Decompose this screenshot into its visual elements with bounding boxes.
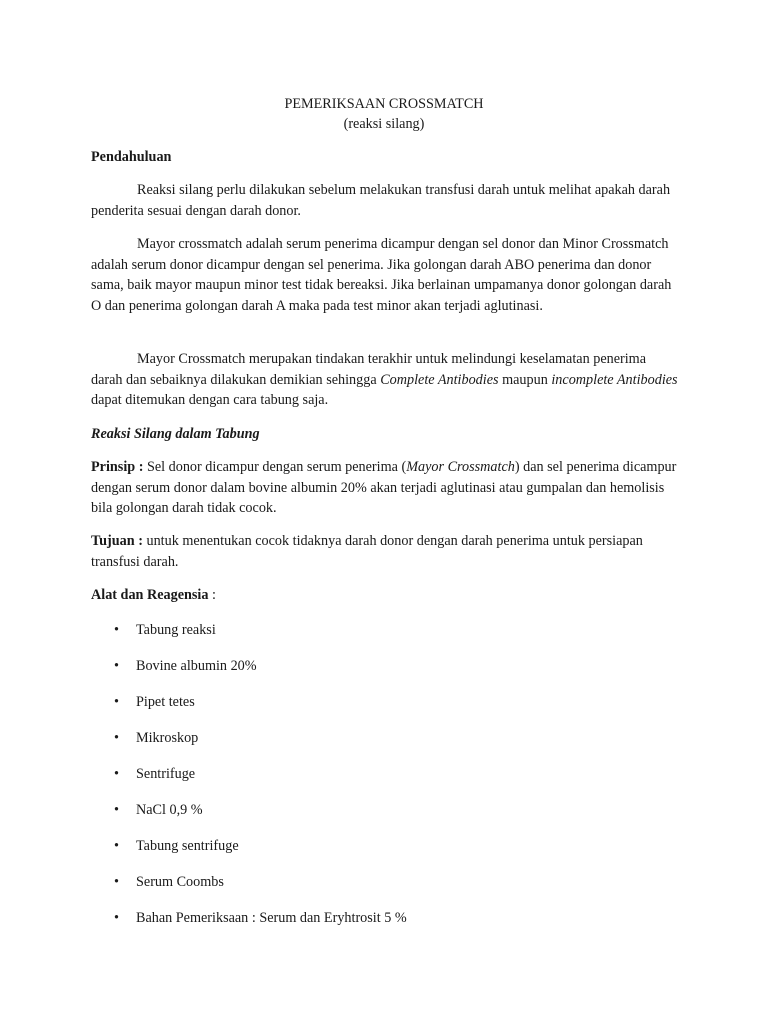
- tujuan-text: untuk menentukan cocok tidaknya darah donor dengan darah penerima untuk persiapan transfusi darah.: [91, 533, 643, 570]
- list-item-label: Bovine albumin 20%: [136, 658, 257, 674]
- paragraph-3: [91, 349, 681, 411]
- document-subtitle: (reaksi silang): [343, 116, 425, 132]
- tujuan-paragraph: [91, 531, 681, 572]
- list-item-label: Bahan Pemeriksaan : Serum dan Eryhtrosit 5 %: [136, 910, 407, 926]
- alat-heading: [91, 585, 681, 606]
- paragraph-1: Reaksi silang perlu dilakukan sebelum melakukan transfusi darah untuk melihat apakah darah penderita sesuai dengan darah donor.: [91, 182, 671, 219]
- document-title: PEMERIKSAAN CROSSMATCH: [284, 96, 484, 112]
- pendahuluan-heading: [91, 147, 681, 168]
- list-item-label: Sentrifuge: [136, 766, 196, 782]
- list-item-label: Mikroskop: [136, 730, 199, 746]
- bullet-icon: •: [114, 766, 119, 782]
- bullet-icon: •: [114, 622, 119, 638]
- list-item-label: Tabung reaksi: [136, 622, 216, 638]
- paragraph-2: Mayor crossmatch adalah serum penerima dicampur dengan sel donor dan Minor Crossmatch adalah serum donor dicampur dengan sel penerima. Jika golongan darah ABO penerima dan donor sama, baik mayor maupun minor test tidak bereaksi. Jika berlainan umpamanya donor golongan darah O dan penerima golongan darah A maka pada test minor akan terjadi aglutinasi.: [91, 236, 672, 314]
- incomplete-antibodies-term: incomplete Antibodies: [551, 371, 678, 388]
- paragraph-3-part-a: Mayor Crossmatch merupakan tindakan terakhir untuk melindungi keselamatan penerima darah dan sebaiknya dilakukan demikian sehingga: [91, 351, 647, 388]
- bullet-icon: •: [114, 694, 119, 710]
- prinsip-part-c: ) dan sel penerima dicampur dengan serum donor dalam bovine albumin 20% akan terjadi aglutinasi atau gumpalan dan hemolisis bila golongan darah tidak cocok.: [91, 459, 677, 516]
- mayor-crossmatch-term: Mayor Crossmatch: [406, 459, 515, 475]
- bullet-icon: •: [114, 658, 119, 674]
- paragraph-3-part-c: maupun: [498, 371, 552, 388]
- prinsip-label: Prinsip :: [91, 459, 144, 475]
- prinsip-paragraph: [91, 457, 681, 519]
- complete-antibodies-term: Complete Antibodies: [380, 371, 499, 388]
- prinsip-part-a: Sel donor dicampur dengan serum penerima (: [143, 459, 407, 475]
- bullet-icon: •: [114, 910, 119, 926]
- section-heading-text: Reaksi Silang dalam Tabung: [91, 426, 260, 442]
- alat-label: Alat dan Reagensia: [91, 587, 209, 603]
- bullet-icon: •: [114, 802, 119, 818]
- list-item-label: Tabung sentrifuge: [136, 838, 239, 854]
- list-item-label: NaCl 0,9 %: [136, 802, 203, 818]
- pendahuluan-heading-text: Pendahuluan: [91, 149, 172, 165]
- section-heading: [91, 424, 681, 445]
- bullet-icon: •: [114, 874, 119, 890]
- list-item-label: Serum Coombs: [136, 874, 224, 890]
- list-item-label: Pipet tetes: [136, 694, 195, 710]
- bullet-icon: •: [114, 730, 119, 746]
- paragraph-3-part-e: dapat ditemukan dengan cara tabung saja.: [91, 392, 329, 408]
- tujuan-label: Tujuan :: [91, 533, 143, 549]
- bullet-icon: •: [114, 838, 119, 854]
- alat-suffix: :: [208, 587, 216, 603]
